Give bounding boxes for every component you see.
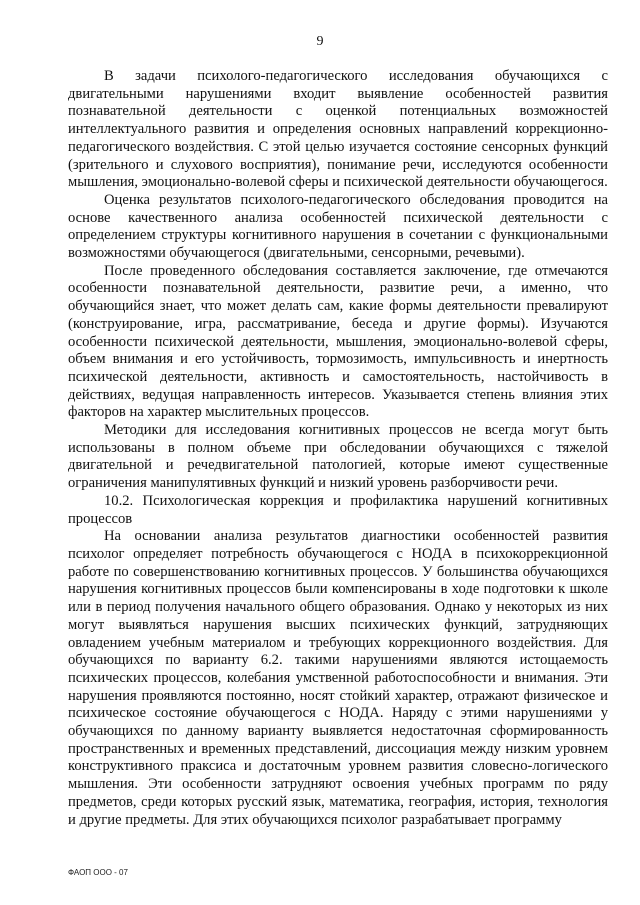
section-heading: 10.2. Психологическая коррекция и профилактика нарушений когнитивных процессов bbox=[68, 492, 608, 527]
document-body bbox=[68, 68, 608, 829]
footer-code: ФАОП ООО - 07 bbox=[68, 868, 128, 877]
body-paragraph: Методики для исследования когнитивных процессов не всегда могут быть использованы в полном объеме при обследовании обучающихся с тяжелой двигательной и речедвигательной патологией, которые имеют существенные ограничения манипулятивных функций и низкий уровень разборчивости речи. bbox=[68, 422, 608, 492]
body-paragraph: Оценка результатов психолого-педагогического обследования проводится на основе качественного анализа особенностей психической деятельности с определением структуры когнитивного нарушения в сочетании с функциональными возможностями обучающегося (двигательными, сенсорными, речевыми). bbox=[68, 191, 608, 262]
page-number: 9 bbox=[316, 34, 324, 49]
body-paragraph: На основании анализа результатов диагностики особенностей развития психолог определяет потребность обучающегося с НОДА в психокоррекционной работе по совершенствованию когнитивных процессов. У большинства обучающихся нарушения когнитивных процессов были компенсированы в ходе подготовки к школе или в период получения начального общего образования. Однако у некоторых из них могут выявляться нарушения высших психических функций, затрудняющих овладением учебным материалом и требующих коррекционного воздействия. Для обучающихся по варианту 6.2. такими нарушениями являются истощаемость психических процессов, колебания умственной работоспособности и внимания. Эти нарушения проявляются постоянно, носят стойкий характер, отражают физическое и психическое состояние обучающегося с НОДА. Наряду с этими нарушениями у обучающихся по данному варианту выявляется недостаточная сформированность пространственных и временных представлений, диссоциация между низким уровнем конструктивного праксиса и достаточным уровнем развития словесно-логического мышления. Эти особенности затрудняют освоения учебных программ по ряду предметов, среди которых русский язык, математика, география, история, технология и другие предметы. Для этих обучающихся психолог разрабатывает программу bbox=[68, 528, 608, 828]
body-paragraph: В задачи психолого-педагогического исследования обучающихся с двигательными нарушениями входит выявление особенностей развития познавательной деятельности с оценкой потенциальных возможностей интеллектуального развития и определения основных направлений коррекционно-педагогического воздействия. С этой целью изучается состояние сенсорных функций (зрительного и слухового восприятия), понимание речи, исследуются особенности мышления, эмоционально-волевой сферы и психической деятельности обучающегося. bbox=[68, 68, 608, 191]
body-paragraph: После проведенного обследования составляется заключение, где отмечаются особенности познавательной деятельности, развитие речи, а именно, что обучающийся знает, что может делать сам, какие формы деятельности превалируют (конструирование, игра, рассматривание, беседа и другие формы). Изучаются особенности психической деятельности, мышления, эмоционально-волевой сферы, объем внимания и его устойчивость, тормозимость, импульсивность и инертность психической деятельности, активность и самостоятельность, настойчивость в действиях, ведущая направленность интересов. Указывается степень влияния этих факторов на характер мыслительных процессов. bbox=[68, 262, 608, 421]
